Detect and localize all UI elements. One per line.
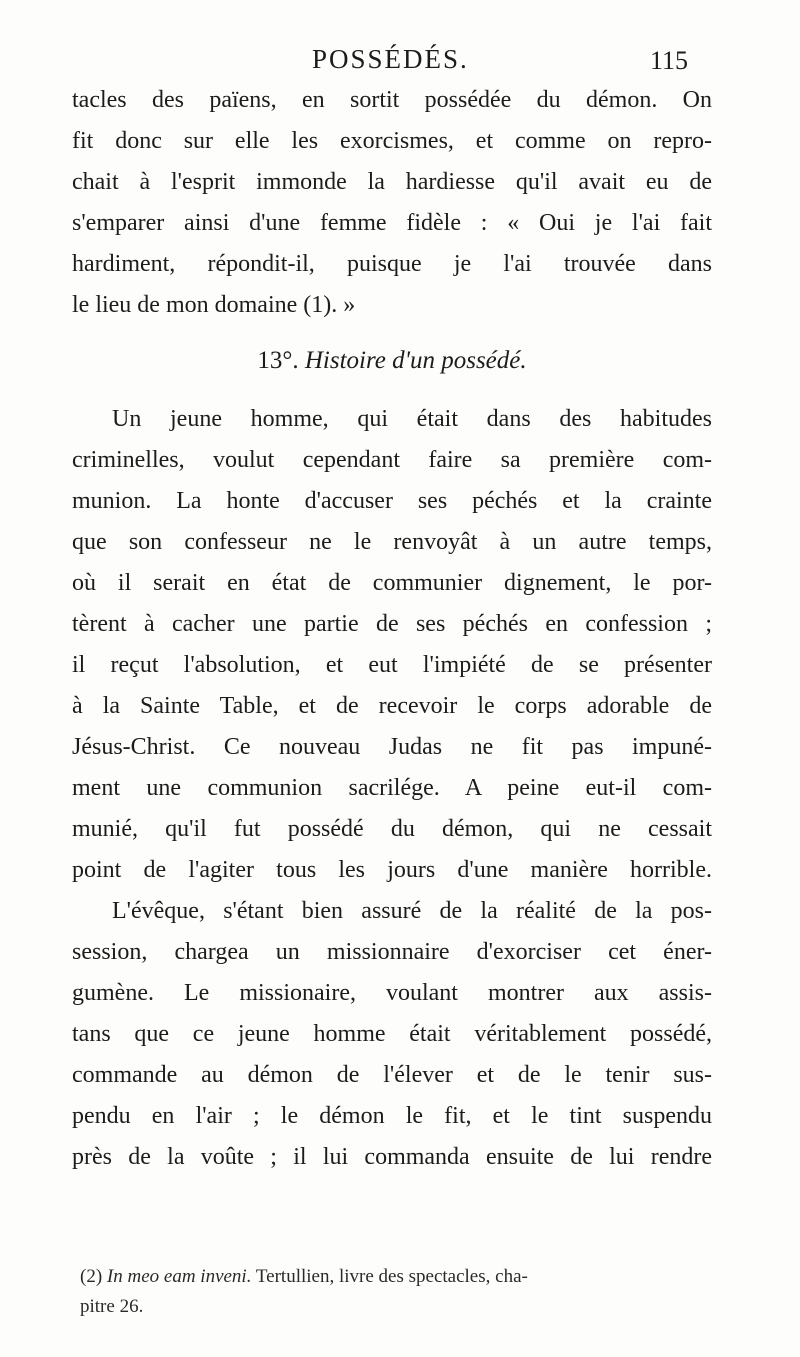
footnote-line-1 (80, 1262, 712, 1292)
paragraph-1 (72, 80, 712, 326)
paragraph-2 (72, 399, 712, 1178)
text-line: ment une communion sacrilége. A peine eut-il com- (72, 775, 712, 801)
text-line: tacles des païens, en sortit possédée du démon. On (72, 87, 712, 113)
text-line: chait à l'esprit immonde la hardiesse qu'il avait eu de (72, 169, 712, 195)
text-line: Jésus-Christ. Ce nouveau Judas ne fit pas impuné- (72, 734, 712, 760)
text-line: fit donc sur elle les exorcismes, et comme on repro- (72, 128, 712, 154)
text-line: commande au démon de l'élever et de le tenir sus- (72, 1062, 712, 1088)
text-line: point de l'agiter tous les jours d'une manière horrible. (72, 857, 712, 883)
text-line: munion. La honte d'accuser ses péchés et la crainte (72, 488, 712, 514)
text-line: tans que ce jeune homme était véritablement possédé, (72, 1021, 712, 1047)
section-heading (72, 340, 712, 381)
text-line: tèrent à cacher une partie de ses péchés en confession ; (72, 611, 712, 637)
text-line: session, chargea un missionnaire d'exorciser cet éner- (72, 939, 712, 965)
text-line: L'évêque, s'étant bien assuré de la réalité de la pos- (112, 898, 712, 924)
text-block (72, 80, 712, 1178)
footnote-source: Tertullien, livre des spectacles, cha- (255, 1266, 528, 1287)
text-line: le lieu de mon domaine (1). » (72, 292, 356, 318)
text-line: hardiment, répondit-il, puisque je l'ai trouvée dans (72, 251, 712, 277)
section-number: 13°. (257, 347, 299, 374)
text-line: munié, qu'il fut possédé du démon, qui ne cessait (72, 816, 712, 842)
text-line: gumène. Le missionaire, voulant montrer aux assis- (72, 980, 712, 1006)
text-line: il reçut l'absolution, et eut l'impiété de se présenter (72, 652, 712, 678)
text-line: que son confesseur ne le renvoyât à un autre temps, (72, 529, 712, 555)
section-title: Histoire d'un possédé. (304, 347, 527, 374)
text-line: pendu en l'air ; le démon le fit, et le tint suspendu (72, 1103, 712, 1129)
footnote-latin: In meo eam inveni. (106, 1266, 252, 1287)
text-line: où il serait en état de communier dignement, le por- (72, 570, 712, 596)
running-title: POSSÉDÉS. (312, 44, 469, 74)
footnote-line-2: pitre 26. (80, 1296, 144, 1317)
text-line: à la Sainte Table, et de recevoir le corps adorable de (72, 693, 712, 719)
text-line: près de la voûte ; il lui commanda ensuite de lui rendre (72, 1144, 712, 1170)
page-number: 115 (650, 46, 689, 75)
footnote-marker: (2) (80, 1266, 103, 1287)
running-head (0, 44, 800, 84)
footnote (80, 1262, 712, 1322)
text-line: Un jeune homme, qui était dans des habitudes (112, 406, 712, 432)
text-line: s'emparer ainsi d'une femme fidèle : « Oui je l'ai fait (72, 210, 712, 236)
text-line: criminelles, voulut cependant faire sa première com- (72, 447, 712, 473)
